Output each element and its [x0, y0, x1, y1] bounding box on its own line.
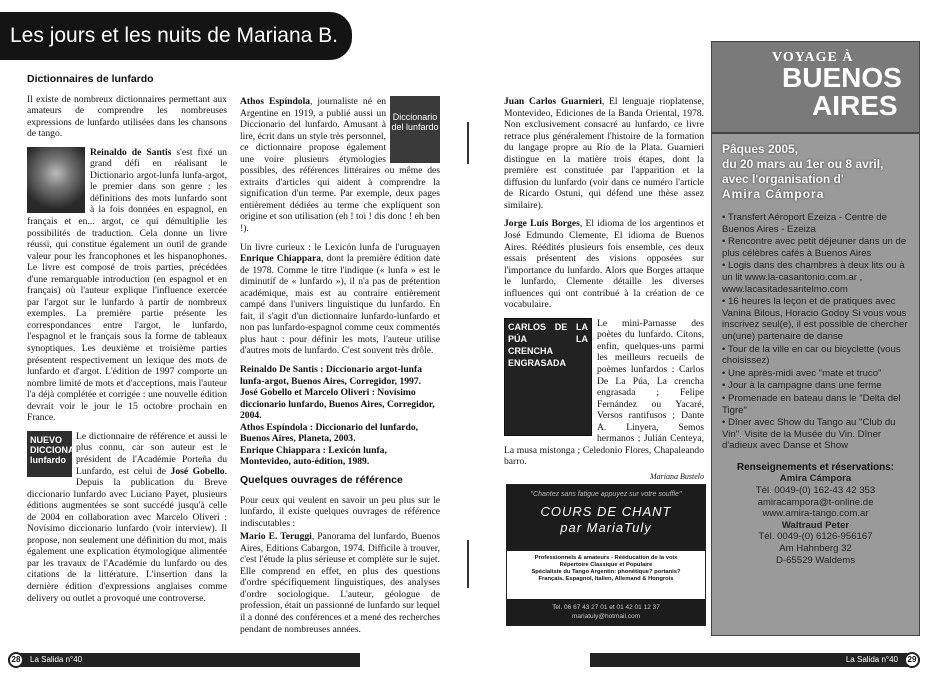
left-column — [27, 70, 227, 640]
author-name: Juan Carlos Guarnieri — [504, 96, 602, 107]
voyage-label: VOYAGE À — [772, 50, 854, 65]
program-item: • Tour de la ville en car ou bicyclette (vous choisissez) — [722, 343, 901, 367]
chant-tagline: "Chantez sans fatigue appuyez sur votre souffle" — [530, 491, 682, 498]
column-divider — [467, 540, 469, 588]
page-number: 29 — [904, 652, 920, 668]
book-cover: CARLOS DE LA PÚA LA CRENCHA ENGRASADA — [504, 318, 592, 436]
author-name: Mario E. Teruggi — [240, 531, 312, 543]
paragraph: Un livre curieux : le Lexicón lunfa de l'uruguayen Enrique Chiappara, dont la première édition date de 1978. Comme le titre l'indique (« lunfa » est le diminutif de « lunfardo »), il n'a pas de prétention académique, mais est au contraire entièrement campé dans l'univers linguistique du lunfardo. En fait, il s'agit d'un dictionnaire lunfardo-lunfardo et non pas lunfardo-espagnol comme ceux commentés plus haut : pour définir les mots, l'auteur utilise d'autres mots de lunfardo. C'est souvent très drôle. — [240, 241, 440, 357]
author-name: Athos Espíndola — [240, 96, 311, 107]
chant-subtitle: par MariaTuly — [560, 520, 652, 535]
paragraph: Jorge Luis Borges, El idioma de los argentinos et José Edmundo Clemente, El idioma de Buenos Aires. Réédités plusieurs fois ensemble, ces deux essais présentent des visions opposées sur l'importance du lunfardo. Alors que Borges attaque le lunfardo, Clemente détaille les diverses influences qui ont contribué à la création de ce vocabulaire. — [504, 218, 704, 311]
footer-left — [8, 653, 360, 667]
paragraph: Mario E. Teruggi, Panorama del lunfardo, Buenos Aires, Editions Cabargon, 1974. Difficile à trouver, c'est l'étude la plus sérieuse et complète sur le sujet. Elle comprend en effet, en plus des questions d'ordre spécifiquement linguistiques, des analyses d'ordre sociologique. L'auteur, géologue de profession, était un passionné de lunfardo sur lequel il a donné des conférences et a mené des recherches pendant de nombreuses années. — [240, 531, 440, 635]
program-item: • Dîner avec Show du Tango au "Club du Vin". Visite de la Musée du Vin. Dîner d'adieux avec Danse et Show — [722, 417, 896, 452]
author-photo — [27, 147, 85, 213]
paragraph: Il existe de nombreux dictionnaires permettant aux amateurs de comprendre les nombreuses expressions de lunfardo utilisées dans les chansons de tango. — [27, 93, 227, 140]
reference: José Gobello et Marcelo Oliveri : Novísimo diccionario lunfardo, Buenos Aires, Corregidor, 2004. — [240, 387, 435, 422]
book-cover: NUEVO DICCIONARIO lunfardo — [27, 431, 72, 477]
author-name: José Gobello — [170, 465, 225, 477]
column-divider — [467, 122, 469, 164]
chant-email: mariatuly@hotmail.com — [571, 613, 640, 620]
program-item: • Une après-midi avec "mate et truco" — [722, 367, 882, 379]
chant-title: COURS DE CHANT — [540, 504, 672, 519]
chant-details: Professionnels & amateurs - Rééducation de la voix Répertoire Classique et Populaire Spécialiste du Tango Argentin: phonétique? portanis? Français, Espagnol, Italien, Allemand & Hongrois — [531, 555, 681, 582]
chant-phone: Tel. 06 67 43 27 01 et 01 42 01 12 37 — [552, 604, 660, 611]
contact-email: amiracampora@t-online.de — [757, 496, 874, 508]
reference: Reinaldo De Santis : Diccionario argot-lunfa lunfa-argot, Buenos Aires, Corregidor, 1997. — [240, 364, 423, 387]
chant-ad-header — [507, 485, 705, 551]
section-heading: Quelques ouvrages de référence — [240, 473, 403, 486]
right-column — [504, 96, 704, 481]
paragraph: Juan Carlos Guarnieri, El lenguaje rioplatense, Montevideo, Ediciones de la Banda Oriental, 1978. Non exclusivement consacré au lunfardo, ce livre retrace plus généralement l'histoire de la formation du langage propre au Río de la Plata. Guarnieri distingue en la matière trois étapes, dont la première est constituée par l'apparition et la diffusion du lunfardo (voir dans ce numéro l'article de Ricardo Ostuni, qui défend une thèse assez similaire). — [504, 96, 704, 211]
contact-website: www.amira-tango.com.ar — [762, 508, 869, 520]
voyage-dates: Pâques 2005, du 20 mars au 1er ou 8 avril, avec l'organisation d' Amira Cámpora — [712, 134, 919, 202]
buenos-label: BUENOS — [782, 62, 902, 93]
program-item: • Jour à la campagne dans une ferme — [722, 380, 882, 392]
program-item: • Logis dans des chambres à deux lits ou à un lit www.la-casantonio.com.ar , www.lacasitadesantelmo.com — [722, 260, 905, 295]
book-cover: Diccionario del lunfardo — [390, 96, 440, 163]
aires-label: AIRES — [812, 90, 898, 121]
paragraph: Pour ceux qui veulent en savoir un peu plus sur le lunfardo, il existe quelques ouvrages de référence indiscutables : — [240, 494, 440, 529]
footer-right — [590, 653, 920, 667]
voyage-contact: Renseignements et réservations: Amira Cámpora Tél. 0049-(0) 162-43 42 353 amiracampora@t-online.de www.amira-tango.com.ar Waltraud Peter Tél. 0049-(0) 6126-956167 Am Hahnberg 32 D-65529 Waldems — [712, 462, 919, 566]
reference: Athos Espíndola : Diccionario del lunfardo, Buenos Aires, Planeta, 2003. — [240, 421, 419, 445]
section-heading: Dictionnaires de lunfardo — [27, 73, 154, 85]
paragraph: NUEVO DICCIONARIO lunfardo Le dictionnaire de référence et aussi le plus connu, car son auteur est le président de l'Académie Porteña du Lunfardo, est celui de José Gobello. Depuis la publication du Breve diccionario lunfardo avec Luciano Payet, plusieurs éditions augmentées se sont succédé jusqu'à celle de 2004 en collaboration avec Marcelo Oliveri : Novísimo diccionario lunfardo (voir interview). Il propose, non seulement une définition du mot, mais également une explication étymologique alimentée par les travaux de l'Académie du lunfardo ou des citations de la littérature. L'insertion dans la dernière édition d'expressions anglaises comme delivery ou outlet a provoqué une controverse. — [27, 430, 228, 604]
voyage-organizer: Amira Cámpora — [722, 187, 825, 201]
program-item: • 16 heures la leçon et de pratiques avec Vanina Bilous, Horacio Godoy Si vous vous inscrivez seul(e), il est possible de chercher un(une) partenaire de danse — [722, 296, 908, 342]
reference: Enrique Chiappara : Lexicón lunfa, Montevideo, auto-édition, 1989. — [240, 444, 387, 468]
page-number: 28 — [8, 652, 24, 668]
voyage-ad — [711, 41, 920, 636]
magazine-label: La Salida n°40 — [30, 655, 83, 664]
page-title: Les jours et les nuits de Mariana B. — [0, 12, 352, 60]
paragraph: Diccionario del lunfardo Athos Espíndola, journaliste né en Argentine en 1919, a publié aussi un Diccionario del lunfardo. Amusant à lire, écrit dans un style très personnel, ce dictionnaire propose également une voire plusieurs étymologies possibles, des références littéraires ou même des extraits d'articles qui aident à comprendre la signification d'un terme. Par exemple, deux pages entièrement dédiées au terme che expliquent son origine et son utilisation (eh ! toi ! dis donc ! eh ben !). — [240, 96, 440, 235]
signature: Mariana Bustelo — [650, 471, 704, 481]
paragraph: Reinaldo de Santis s'est fixé un grand défi en réalisant le Dictionario argot-lunfa lunfa-argot, le premier dans son genre : les définitions des mots lunfardo sont à la fois données en espagnol, en français et en... argot, ce qui démultiplie les possibilités de traduction. Cela donne un livre réussi, qui constitue également un outil de grande valeur pour les francophones et les hispanophones. Le livre est composé de trois parties, précédées d'une remarquable introduction (en espagnol et en français) où l'auteur explique l'influence exercée par l'argot sur le lunfardo à partir de nombreux exemples. La première partie présente les correspondances entre l'argot, le lunfardo, l'espagnol et le français sous la forme de tableaux synoptiques. Les deuxième et troisième parties présentent respectivement un lexique des mots de lunfardo et d'argot. L'édition de 1997 comporte un nombre limité de mots et d'acceptions, mais l'auteur l'a déjà complétée et corrigée : une nouvelle édition devrait voir le jour le 15 octobre prochain en France. — [27, 146, 227, 424]
author-name: Reinaldo de Santis — [90, 146, 172, 158]
program-item: • Transfert Aéroport Ezeiza - Centre de Buenos Aires - Ezeiza — [722, 212, 887, 235]
voyage-program-list — [712, 202, 919, 452]
program-item: • Rencontre avec petit déjeuner dans un de plus célèbres cafés à Buenos Aires — [722, 236, 907, 259]
program-item: • Promenade en bateau dans le "Delta del Tigre" — [722, 392, 901, 416]
author-name: Enrique Chiappara — [240, 253, 322, 265]
author-name: Jorge Luis Borges — [504, 218, 580, 230]
magazine-label: La Salida n°40 — [845, 655, 898, 664]
voyage-ad-header — [712, 42, 919, 134]
paragraph: CARLOS DE LA PÚA LA CRENCHA ENGRASADA Le mini-Parnasse des poètes du lunfardo. Citons, enfin, quelques-uns parmi les meilleurs recueils de poèmes lunfardos : Carlos De La Púa, La crencha engrasada ; Felipe Fernández ou Yacaré, Versos rantifusos ; Dante A. Linyera, Semos hermanos ; Julián Centeya, La musa mistonga ; Celedonio Flores, Chapaleando barro. — [504, 317, 704, 468]
middle-column — [240, 96, 440, 641]
reference-list — [240, 364, 440, 468]
chant-ad — [506, 484, 706, 626]
chant-contact — [507, 599, 705, 625]
